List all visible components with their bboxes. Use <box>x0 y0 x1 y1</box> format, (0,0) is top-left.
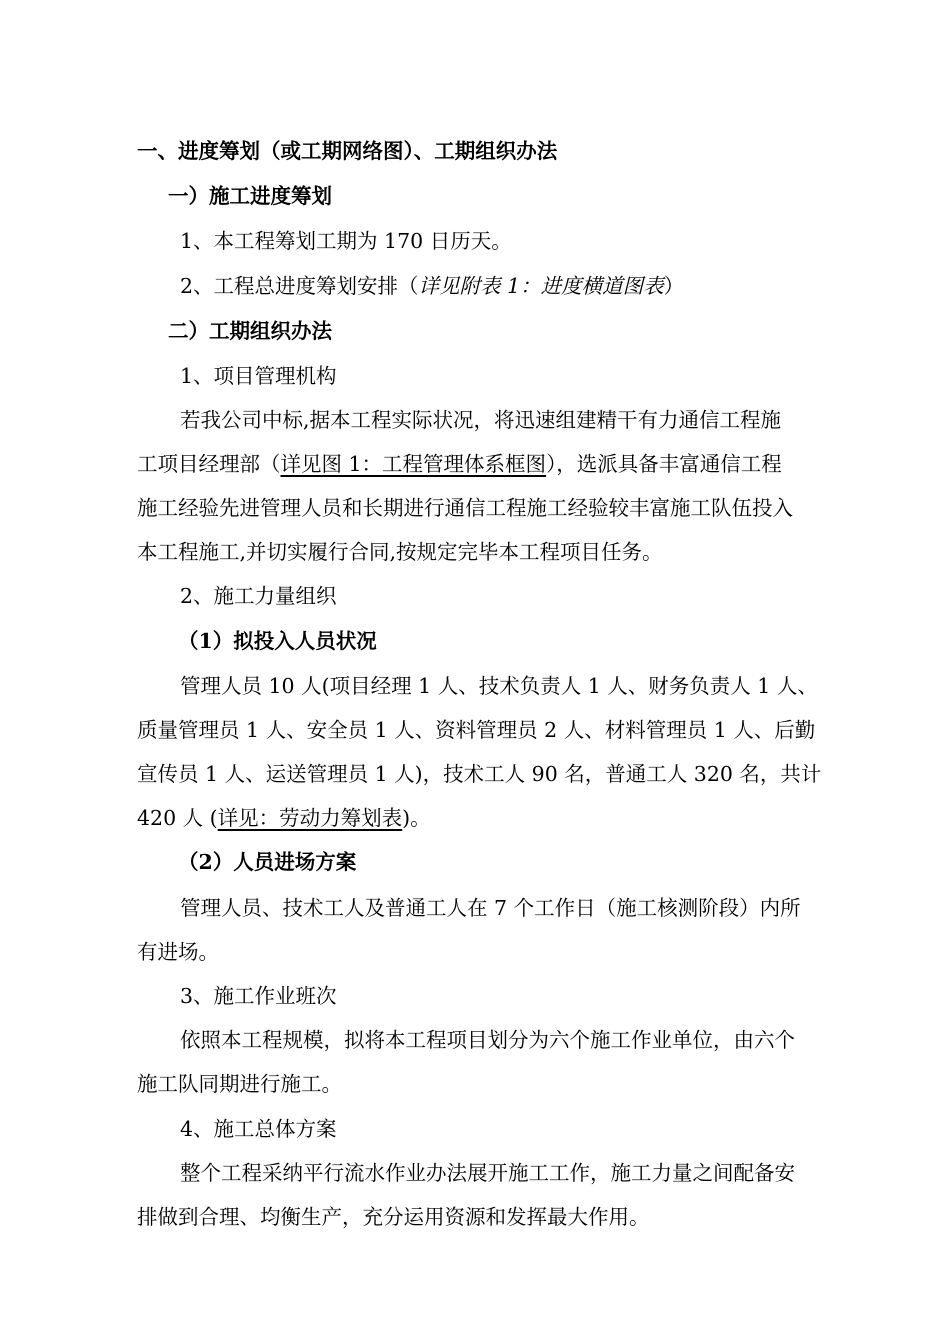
paragraph-line: 本工程施工,并切实履行合同,按规定完毕本工程项目任务。 <box>137 540 663 564</box>
paragraph-line: 施工经验先进管理人员和长期进行通信工程施工经验较丰富施工队伍投入 <box>137 496 793 520</box>
reference-prefix: 工项目经理部（ <box>137 452 281 476</box>
paragraph-progress-plan-suffix: ） <box>663 274 685 298</box>
section-heading: 一、进度筹划（或工期网络图）、工期组织办法 <box>137 139 558 163</box>
paragraph-line: 依照本工程规模，拟将本工程项目划分为六个施工作业单位，由六个 <box>180 1028 795 1052</box>
reference-suffix: ），选派具备丰富通信工程 <box>546 452 782 476</box>
paragraph-line-with-reference <box>137 803 431 833</box>
paragraph-line: 宣传员 1 人、运送管理员 1 人)，技术工人 90 名，普通工人 320 名，共计 <box>137 762 822 786</box>
subitem-heading-personnel: （1）拟投入人员状况 <box>178 629 377 653</box>
reference-suffix: )。 <box>402 806 431 830</box>
subsection-heading-schedule: 一）施工进度筹划 <box>168 184 332 208</box>
paragraph-duration: 1、本工程筹划工期为 170 日历天。 <box>180 229 512 253</box>
paragraph-line: 排做到合理、均衡生产，充分运用资源和发挥最大作用。 <box>137 1205 650 1229</box>
paragraph-progress-plan <box>180 271 684 301</box>
subitem-heading-entry-plan: （2）人员进场方案 <box>178 850 357 874</box>
item-heading-shifts: 3、施工作业班次 <box>180 984 337 1008</box>
progress-chart-reference: 详见附表 1：进度横道图表 <box>418 274 664 298</box>
paragraph-line: 管理人员、技术工人及普通工人在 7 个工作日（施工核测阶段）内所 <box>180 896 801 920</box>
labor-plan-reference: 详见：劳动力筹划表 <box>217 806 403 830</box>
item-heading-management: 1、项目管理机构 <box>180 364 337 388</box>
paragraph-line: 管理人员 10 人(项目经理 1 人、技术负责人 1 人、财务负责人 1 人、 <box>180 674 818 698</box>
paragraph-line: 若我公司中标,据本工程实际状况，将迅速组建精干有力通信工程施 <box>180 408 782 432</box>
paragraph-line-with-reference <box>137 449 782 479</box>
paragraph-line: 整个工程采纳平行流水作业办法展开施工工作，施工力量之间配备安 <box>180 1161 795 1185</box>
paragraph-line: 质量管理员 1 人、安全员 1 人、资料管理员 2 人、材料管理员 1 人、后勤 <box>137 718 816 742</box>
item-heading-workforce: 2、施工力量组织 <box>180 584 337 608</box>
paragraph-line: 有进场。 <box>137 940 219 964</box>
subsection-heading-methods: 二）工期组织办法 <box>168 319 332 343</box>
reference-prefix: 420 人 ( <box>137 806 218 830</box>
management-diagram-reference: 详见图 1：工程管理体系框图 <box>280 452 547 476</box>
item-heading-overall-plan: 4、施工总体方案 <box>180 1117 337 1141</box>
paragraph-line: 施工队同期进行施工。 <box>137 1072 342 1096</box>
paragraph-progress-plan-prefix: 2、工程总进度筹划安排（ <box>180 274 419 298</box>
